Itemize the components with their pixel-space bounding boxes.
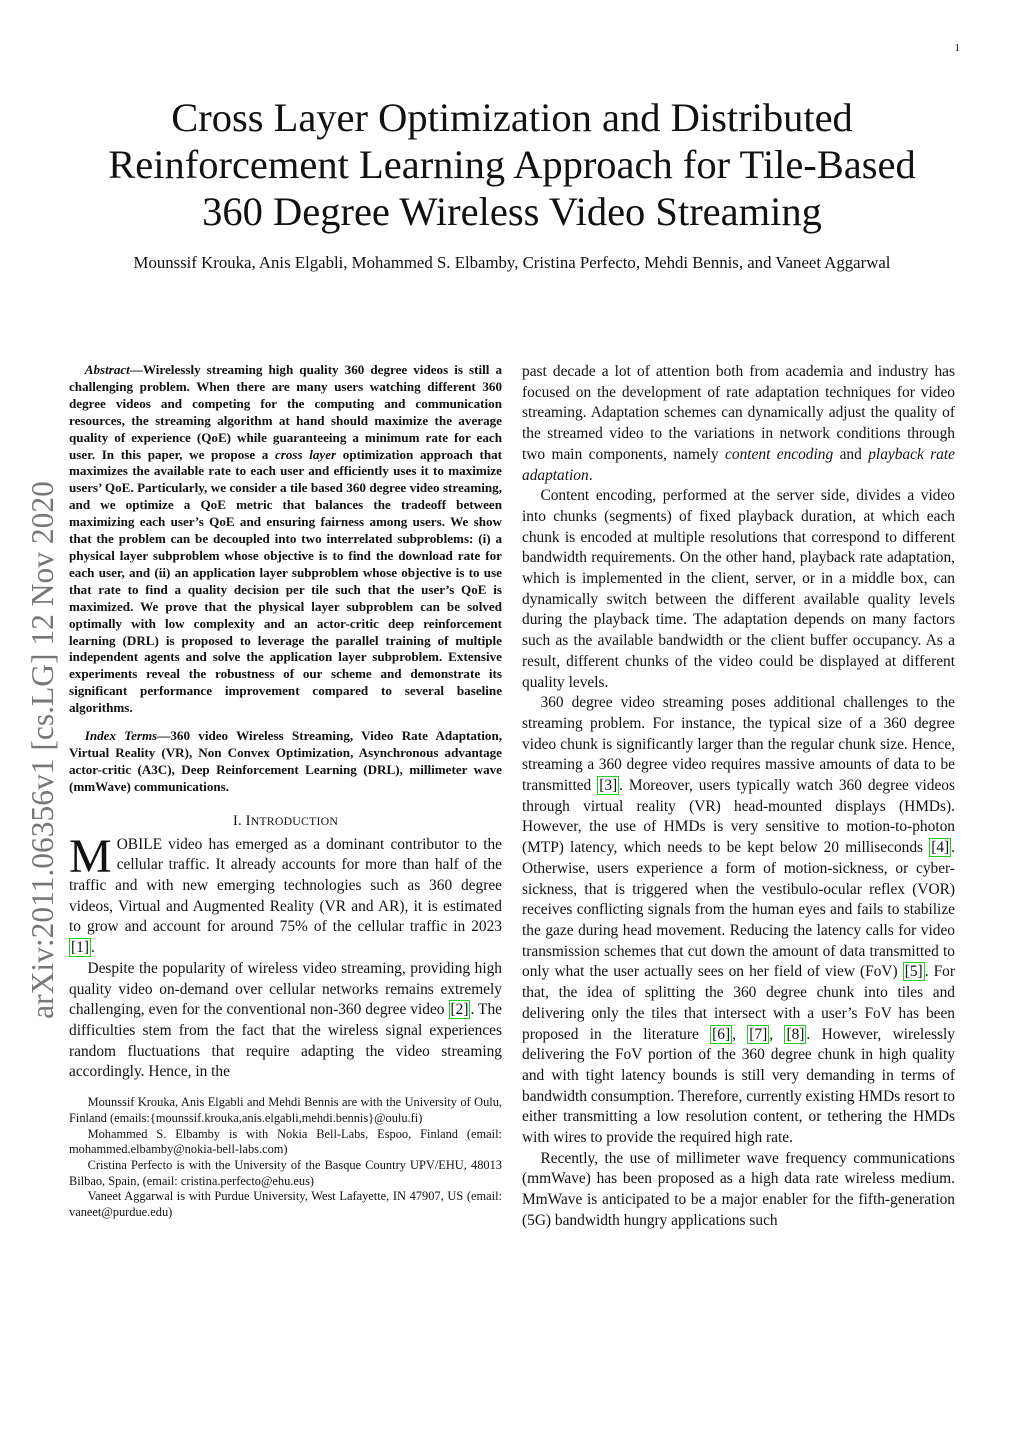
paragraph-text: . <box>90 939 95 957</box>
citation-link[interactable]: [3] <box>599 777 618 795</box>
citation-link[interactable]: [1] <box>71 939 89 957</box>
section-number: I. <box>232 812 246 829</box>
abstract-emphasis: cross layer <box>274 446 337 462</box>
citation-link[interactable]: [5] <box>904 963 923 981</box>
abstract <box>69 362 502 717</box>
paragraph-text: . However, wirelessly delivering the FoV portion of the 360 degree chunk in high quality and with tight latency bounds is still very demanding in terms of bandwidth consumption. Therefore, currently existing HMDs resort to either transmitting a low resolution content, or tethering the HMDs with wires to provide the required high rate. <box>522 1025 955 1147</box>
citation-link[interactable]: [8] <box>786 1025 805 1043</box>
paragraph-text: . For that, the idea of splitting the 360 degree chunk into tiles and delivering only the tiles that intersect with a user’s FoV has been proposed in the literature <box>522 963 956 1043</box>
drop-cap: M <box>69 829 112 883</box>
footnote: Vaneet Aggarwal is with Purdue University, West Lafayette, IN 47907, US (email: vaneet@purdue.edu) <box>69 1189 502 1220</box>
index-terms-text: —360 video Wireless Streaming, Video Rate Adaptation, Virtual Reality (VR), Non Convex Optimization, Asynchronous advantage actor-critic (A3C), Deep Reinforcement Learning (DRL), millimeter wave (mmWave) communications. <box>69 728 502 794</box>
section-heading-introduction <box>69 813 502 830</box>
body-paragraph: Content encoding, performed at the server side, divides a video into chunks (segments) of fixed playback duration, at which each chunk is encoded at multiple resolutions that correspond to different bandwidth requirements. On the other hand, playback rate adaptation, which is implemented in the client, server, or in a middle box, can dynamically switch between the different available quality levels during the playback time. The adaptation depends on many factors such as the available bandwidth or the client buffer occupancy. As a result, different chunks of the video could be displayed at different quality levels. <box>522 487 955 691</box>
paragraph-text: OBILE video has emerged as a dominant contributor to the cellular traffic. It already accounts for more than half of the traffic and with new emerging technologies such as 360 degree videos, Virtual and Augmented Reality (VR and AR), it is estimated to grow and account for around 75% of the cellular traffic in 2023 <box>69 835 502 936</box>
title-line: Reinforcement Learning Approach for Tile-Based <box>108 142 916 187</box>
page-number: 1 <box>954 42 960 54</box>
abstract-label: Abstract <box>84 362 130 377</box>
citation-link[interactable]: [2] <box>450 1001 469 1019</box>
paragraph-text: 360 degree video streaming poses additional challenges to the streaming problem. For instance, the typical size of a 360 degree video chunk is significantly larger than the regular chunk size. Hence, streaming a 360 degree video requires massive amounts of data to be transmitted <box>522 694 955 795</box>
right-column <box>522 362 955 1232</box>
title-line: Cross Layer Optimization and Distributed <box>171 95 853 140</box>
author-list: Mounssif Krouka, Anis Elgabli, Mohammed S. Elbamby, Cristina Perfecto, Mehdi Bennis, and Vaneet Aggarwal <box>133 253 891 272</box>
paragraph-text: Despite the popularity of wireless video streaming, providing high quality video on-demand over cellular networks remains extremely challenging, even for the conventional non-360 degree video <box>69 959 502 1019</box>
title-line: 360 Degree Wireless Video Streaming <box>202 189 822 234</box>
abstract-text: optimization approach that maximizes the available rate to each user and efficiently uses it to maximize users’ QoE. Particularly, we consider a tile based 360 degree video streaming, and we optimize a QoE metric that balances the tradeoff between maximizing each user’s QoE and ensuring fairness among users. We show that the problem can be decoupled into two interrelated subproblems: (i) a physical layer subproblem whose objective is to find the download rate for each user, and (ii) an application layer subproblem whose objective is to use that rate to find a quality decision per tile such that the user’s QoE is maximized. We prove that the physical layer subproblem can be solved optimally with low complexity and an actor-critic deep reinforcement learning (DRL) is proposed to leverage the parallel training of multiple independent agents and solve the application layer subproblem. Extensive experiments reveal the robustness of our scheme and demonstrate its significant performance improvement compared to several baseline algorithms. <box>69 446 503 716</box>
citation-link[interactable]: [7] <box>749 1025 768 1043</box>
section-title-initial: I <box>245 812 251 829</box>
paragraph-text: . Otherwise, users experience a form of motion-sickness, or cyber-sickness, that is triggered when the vestibulo-ocular reflex (VOR) receives conflicting signals from the human eyes and fails to stabilize the gaze during head movement. Reducing the latency calls for video transmission schemes that cut down the amount of data transmitted to only what the user actually sees on her field of view (FoV) <box>522 839 955 981</box>
body-paragraph <box>522 693 955 1148</box>
paragraph-text: . <box>588 466 593 484</box>
citation-link[interactable]: [6] <box>712 1025 731 1043</box>
footnote: Mounssif Krouka, Anis Elgabli and Mehdi Bennis are with the University of Oulu, Finland (emails:{mounssif.krouka,anis.elgabli,mehdi.bennis}@oulu.fi) <box>69 1095 502 1125</box>
paragraph-text: , <box>769 1025 785 1043</box>
paragraph-text: , <box>732 1025 748 1043</box>
abstract-text: —Wirelessly streaming high quality 360 degree videos is still a challenging problem. When there are many users watching different 360 degree videos and competing for the computing and communication resources, the streaming algorithm at hand should maximize the average quality of experience (QoE) while guaranteeing a minimum rate for each user. In this paper, we propose a <box>69 362 502 462</box>
intro-paragraph <box>69 829 502 959</box>
index-terms-label: Index Terms <box>84 728 158 744</box>
paper-title <box>40 94 984 235</box>
index-terms <box>69 728 502 796</box>
emphasis-text: content encoding <box>725 445 834 463</box>
footnotes <box>69 1095 502 1221</box>
paragraph-text: and <box>833 445 869 463</box>
paragraph-text: . The difficulties stem from the fact that the wireless signal experiences random fluctuations that require adapting the video streaming accordingly. Hence, in the <box>69 1001 502 1081</box>
paragraph-text: past decade a lot of attention both from academia and industry has focused on the development of rate adaptation techniques for video streaming. Adaptation schemes can dynamically adjust the quality of the streamed video to the variations in network conditions through two main components, namely <box>522 363 955 463</box>
section-title-rest: NTRODUCTION <box>250 813 339 828</box>
paragraph-text: . Moreover, users typically watch 360 degree videos through virtual reality (VR) head-mounted displays (HMDs). However, the use of HMDs is very sensitive to motion-to-photon (MTP) latency, which needs to be kept below 20 milliseconds <box>522 777 955 857</box>
intro-paragraph <box>69 959 502 1083</box>
body-paragraph <box>522 362 955 486</box>
citation-link[interactable]: [4] <box>931 839 950 857</box>
arxiv-identifier: arXiv:2011.06356v1 [cs.LG] 12 Nov 2020 <box>25 481 60 1019</box>
emphasis-text: playback rate adaptation <box>522 445 955 484</box>
left-column <box>69 362 502 1221</box>
footnote: Cristina Perfecto is with the University of the Basque Country UPV/EHU, 48013 Bilbao, Spain, (email: cristina.perfecto@ehu.eus) <box>69 1157 502 1188</box>
body-paragraph: Recently, the use of millimeter wave frequency communications (mmWave) has been proposed as a high data rate wireless medium. MmWave is anticipated to be a major enabler for the fifth-generation (5G) bandwidth hungry applications such <box>522 1149 955 1229</box>
footnote: Mohammed S. Elbamby is with Nokia Bell-Labs, Espoo, Finland (email: mohammed.elbamby@nokia-bell-labs.com) <box>69 1126 502 1157</box>
